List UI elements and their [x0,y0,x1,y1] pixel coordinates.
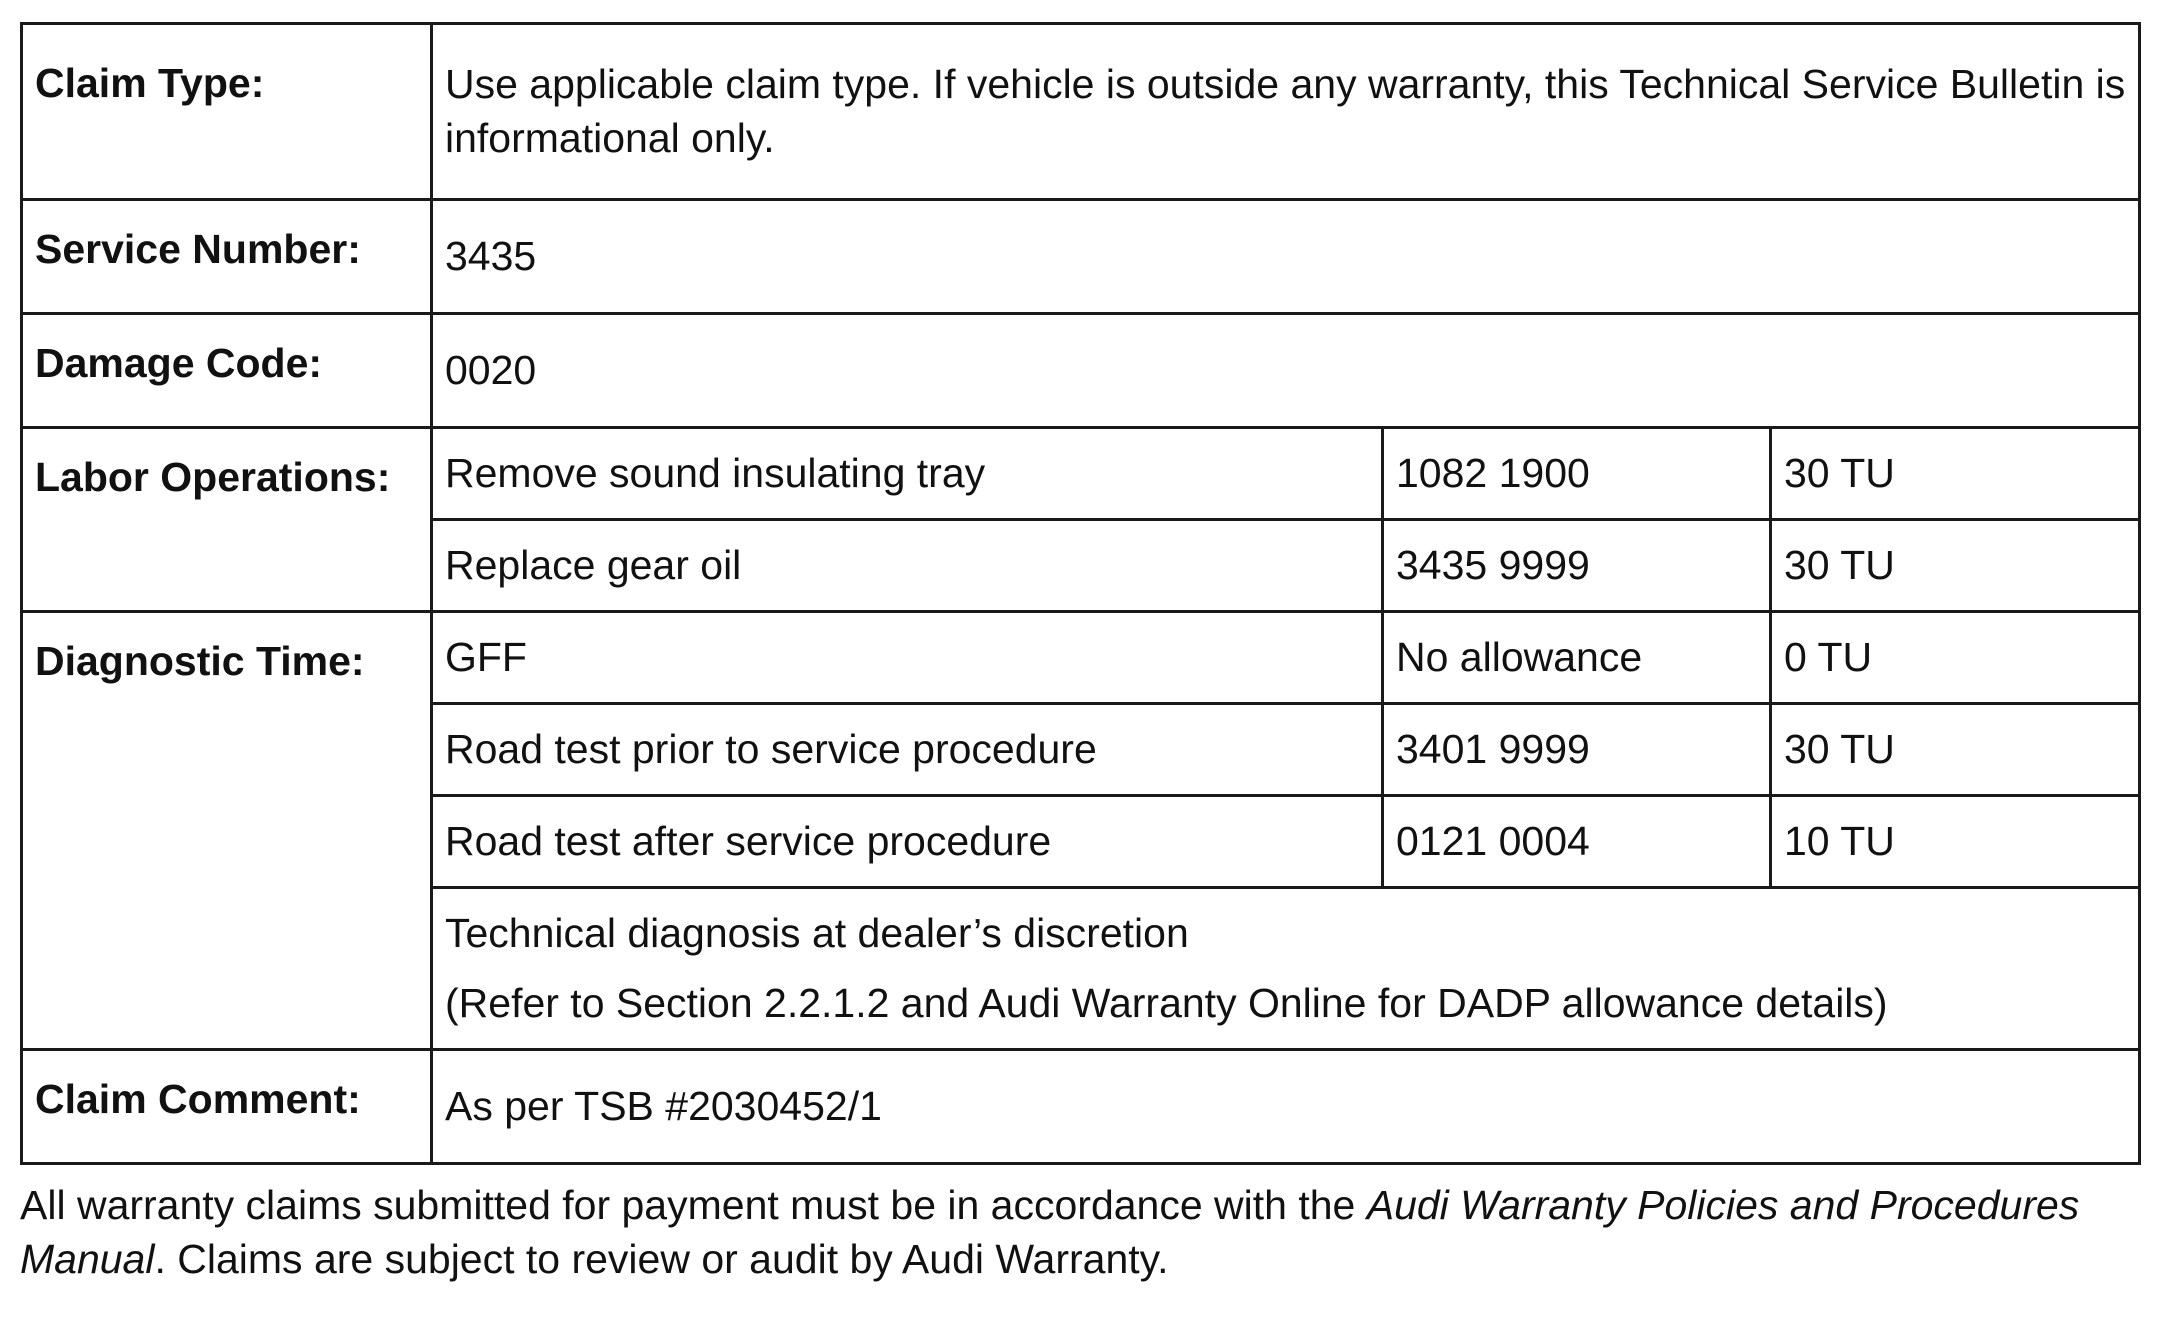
labor-operation-description: Replace gear oil [432,520,1383,612]
diagnostic-description: Road test prior to service procedure [432,704,1383,796]
claim-type-label: Claim Type: [22,24,432,200]
service-number-value: 3435 [432,200,2140,314]
claim-type-value: Use applicable claim type. If vehicle is outside any warranty, this Technical Service Bulletin is informational only. [432,24,2140,200]
diagnostic-code: 0121 0004 [1383,796,1771,888]
footer-text-before: All warranty claims submitted for payment must be in accordance with the [20,1182,1367,1228]
labor-operation-code: 3435 9999 [1383,520,1771,612]
service-number-label: Service Number: [22,200,432,314]
warranty-footer-note [20,1179,2138,1286]
diagnostic-description: Road test after service procedure [432,796,1383,888]
labor-operation-row [22,428,2140,520]
diagnostic-time-value: 0 TU [1771,612,2140,704]
labor-operation-code: 1082 1900 [1383,428,1771,520]
diagnostic-note-reference: (Refer to Section 2.2.1.2 and Audi Warranty Online for DADP allowance details) [445,979,1888,1026]
diagnostic-code: 3401 9999 [1383,704,1771,796]
footer-manual-title: Audi Warranty Policies and Procedures Manual [20,1182,2080,1282]
labor-operation-time: 30 TU [1771,428,2140,520]
footer-text-after: . Claims are subject to review or audit by Audi Warranty. [154,1235,1169,1282]
diagnostic-time-value: 30 TU [1771,704,2140,796]
labor-operation-description: Remove sound insulating tray [432,428,1383,520]
warranty-claim-table [20,22,2141,1165]
damage-code-value: 0020 [432,314,2140,428]
labor-operation-time: 30 TU [1771,520,2140,612]
claim-comment-label: Claim Comment: [22,1050,432,1164]
diagnostic-note [432,888,2140,1050]
damage-code-label: Damage Code: [22,314,432,428]
diagnostic-description: GFF [432,612,1383,704]
diagnostic-time-value: 10 TU [1771,796,2140,888]
diagnostic-code: No allowance [1383,612,1771,704]
diagnostic-row [22,612,2140,704]
claim-comment-value: As per TSB #2030452/1 [432,1050,2140,1164]
claim-type-row [22,24,2140,200]
warranty-section [20,22,2138,1327]
damage-code-row [22,314,2140,428]
labor-operations-label: Labor Operations: [22,428,432,612]
claim-comment-row [22,1050,2140,1164]
diagnostic-note-line: Technical diagnosis at dealer’s discretion [445,910,1189,957]
service-number-row [22,200,2140,314]
diagnostic-time-label: Diagnostic Time: [22,612,432,1050]
